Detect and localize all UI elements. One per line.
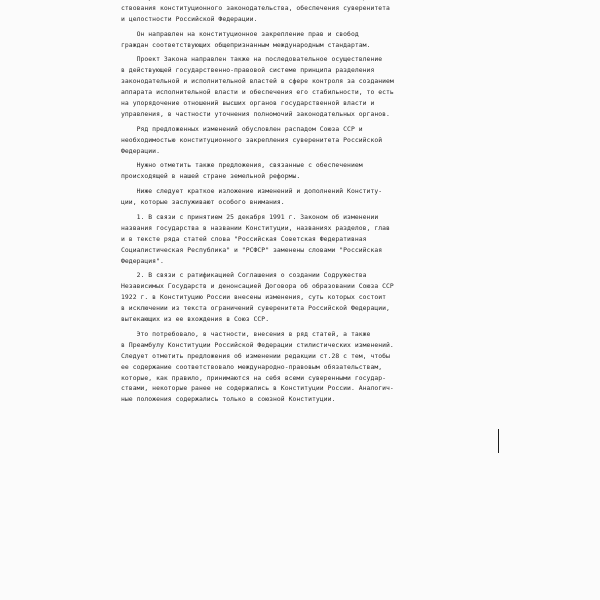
text-line: вытекающих из ее вхождения в Союз ССР. (121, 315, 270, 324)
text-line: в Преамбулу Конституции Российской Федерации стилистических изменений. (121, 340, 394, 349)
document-body (121, 0, 499, 405)
text-line: Федерация". (121, 256, 164, 265)
text-line: Это потребовало, в частности, внесения в ряд статей, а также (121, 329, 371, 338)
text-line: ции, которые заслуживают особого внимания. (121, 198, 285, 207)
paragraph (121, 0, 499, 25)
text-line: в исключении из текста ограничений суверенитета Российской Федерации, (121, 304, 390, 313)
text-line: Федерации. (121, 146, 160, 155)
text-line: 2. В связи с ратификацией Соглашения о создании Содружества (121, 271, 367, 280)
text-line: которые, как правило, принимаются на себя всеми суверенными государ- (121, 373, 387, 382)
text-line: управления, в частности уточнения полномочий законодательных органов. (121, 109, 390, 118)
text-line: названия государства в названии Конституции, названиях разделов, глав (121, 223, 390, 232)
text-line: 1. В связи с принятием 25 декабря 1991 г. Законом об изменении (121, 213, 379, 222)
text-line: Следует отметить предложения об изменении редакции ст.28 с тем, чтобы (121, 351, 390, 360)
paragraph (121, 124, 499, 157)
text-line: Нужно отметить также предложения, связанные с обеспечением (121, 161, 363, 170)
margin-pen-mark (498, 429, 499, 453)
paragraph (121, 54, 499, 119)
text-line: необходимостью конституционного закрепления суверенитета Российской (121, 135, 383, 144)
text-line: Проект Закона направлен также на последовательное осуществление (121, 55, 383, 64)
text-line: Ниже следует краткое изложение изменений и дополнений Конститу- (121, 187, 383, 196)
text-line: происходящей в нашей стране земельной реформы. (121, 172, 301, 181)
text-line: ствования конституционного законодательства, обеспечения суверенитета (121, 3, 390, 12)
text-line: в действующей государственно-правовой системе принципа разделения (121, 66, 375, 75)
paragraph (121, 270, 499, 324)
text-line: граждан соответствующих общепризнанным международным стандартам. (121, 40, 371, 49)
text-line: ные положения содержались только в союзной Конституции. (121, 395, 336, 404)
text-line: Независимых Государств и денонсацией Договора об образовании Союза ССР (121, 282, 394, 291)
text-line: Ряд предложенных изменений обусловлен распадом Союза ССР и (121, 124, 363, 133)
paragraph (121, 186, 499, 208)
text-line: ствами, некоторые ранее не содержались в Конституции России. Аналогич- (121, 384, 394, 393)
text-line: и в тексте ряда статей слова "Российская Советская Федеративная (121, 234, 367, 243)
text-line: аппарата исполнительной власти и обеспечения его стабильности, то есть (121, 88, 394, 97)
text-line: Он направлен на конституционное закрепление прав и свобод (121, 29, 359, 38)
paragraph (121, 212, 499, 266)
paragraph (121, 29, 499, 51)
paragraph (121, 160, 499, 182)
text-line: законодательной и исполнительной властей в сфере контроля за созданием (121, 77, 394, 86)
text-line: ее содержание соответствовало международно-правовым обязательствам, (121, 362, 383, 371)
text-line: и целостности Российской Федерации. (121, 14, 258, 23)
text-line: 1922 г. в Конституцию России внесены изменения, суть которых состоит (121, 293, 387, 302)
text-line: Социалистическая Республика" и "РСФСР" заменены словами "Российская (121, 245, 383, 254)
text-line: на упорядочение отношений высших органов государственной власти и (121, 99, 375, 108)
paragraph (121, 329, 499, 405)
